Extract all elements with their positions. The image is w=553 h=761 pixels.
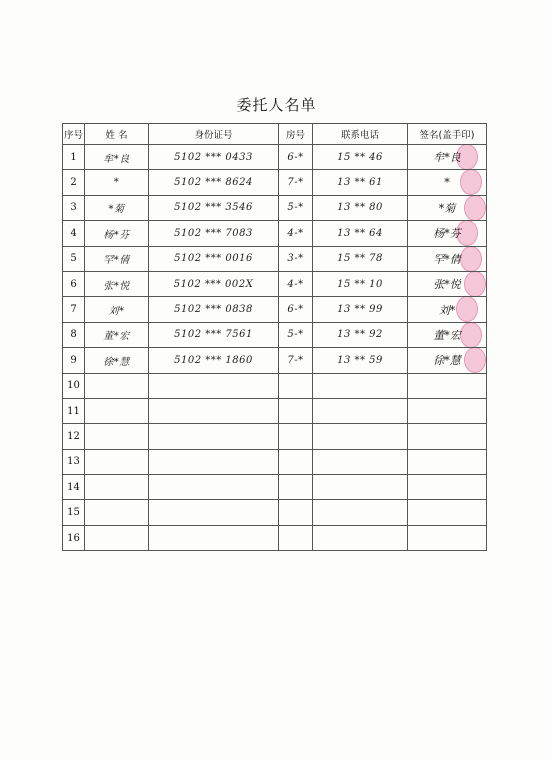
- cell-name: [85, 500, 149, 525]
- cell-room: 4-*: [279, 271, 313, 296]
- cell-room: [279, 475, 313, 500]
- cell-id-number: 5102 *** 0838: [149, 297, 279, 322]
- cell-phone: [313, 525, 408, 550]
- cell-room: [279, 500, 313, 525]
- cell-signature: [408, 525, 487, 550]
- cell-signature: [408, 170, 487, 195]
- cell-phone: 15 ** 10: [313, 271, 408, 296]
- cell-signature: [408, 348, 487, 373]
- table-row: [63, 398, 487, 423]
- cell-name: *: [85, 170, 149, 195]
- table-row: [63, 373, 487, 398]
- cell-id-number: 5102 *** 7561: [149, 322, 279, 347]
- cell-room: [279, 449, 313, 474]
- table-row: [63, 246, 487, 271]
- cell-phone: [313, 373, 408, 398]
- cell-phone: 13 ** 99: [313, 297, 408, 322]
- cell-signature: [408, 475, 487, 500]
- cell-index: 11: [63, 398, 85, 423]
- cell-room: [279, 373, 313, 398]
- cell-room: [279, 398, 313, 423]
- cell-name: [85, 525, 149, 550]
- cell-id-number: 5102 *** 002X: [149, 271, 279, 296]
- cell-index: 12: [63, 424, 85, 449]
- cell-id-number: [149, 424, 279, 449]
- cell-signature: [408, 322, 487, 347]
- cell-signature: [408, 195, 487, 220]
- cell-room: 6-*: [279, 297, 313, 322]
- cell-id-number: [149, 398, 279, 423]
- cell-id-number: 5102 *** 3546: [149, 195, 279, 220]
- cell-name: [85, 373, 149, 398]
- cell-index: 15: [63, 500, 85, 525]
- cell-name: 刘*: [85, 297, 149, 322]
- cell-room: 3-*: [279, 246, 313, 271]
- cell-index: 1: [63, 145, 85, 170]
- fingerprint-mark: [456, 297, 478, 322]
- table-row: [63, 195, 487, 220]
- signature-text: 刘*: [438, 303, 456, 317]
- table-row: [63, 145, 487, 170]
- cell-phone: [313, 398, 408, 423]
- cell-index: 4: [63, 221, 85, 246]
- cell-name: 徐*慧: [85, 348, 149, 373]
- cell-index: 14: [63, 475, 85, 500]
- fingerprint-mark: [464, 348, 486, 373]
- cell-index: 13: [63, 449, 85, 474]
- cell-phone: 13 ** 92: [313, 322, 408, 347]
- page-title: 委托人名单: [236, 96, 317, 114]
- fingerprint-mark: [460, 170, 482, 195]
- cell-index: 10: [63, 373, 85, 398]
- cell-index: 2: [63, 170, 85, 195]
- cell-index: 3: [63, 195, 85, 220]
- cell-room: 7-*: [279, 170, 313, 195]
- table-row: [63, 348, 487, 373]
- cell-signature: [408, 373, 487, 398]
- fingerprint-mark: [464, 195, 486, 220]
- cell-index: 5: [63, 246, 85, 271]
- header-phone: 联系电话: [313, 124, 408, 145]
- cell-phone: 15 ** 46: [313, 145, 408, 170]
- signature-text: *: [444, 176, 450, 190]
- header-row: [63, 124, 487, 145]
- cell-index: 7: [63, 297, 85, 322]
- signature-text: 徐*慧: [433, 354, 461, 368]
- table-row: [63, 297, 487, 322]
- cell-id-number: 5102 *** 0016: [149, 246, 279, 271]
- cell-room: 5-*: [279, 322, 313, 347]
- cell-name: [85, 449, 149, 474]
- cell-room: [279, 424, 313, 449]
- cell-id-number: 5102 *** 1860: [149, 348, 279, 373]
- cell-signature: [408, 271, 487, 296]
- cell-phone: [313, 424, 408, 449]
- cell-index: 9: [63, 348, 85, 373]
- cell-name: *菊: [85, 195, 149, 220]
- table-row: [63, 525, 487, 550]
- signature-text: 牟*良: [433, 151, 461, 165]
- cell-name: 罕*倩: [85, 246, 149, 271]
- fingerprint-mark: [460, 322, 482, 347]
- cell-signature: [408, 145, 487, 170]
- cell-id-number: [149, 449, 279, 474]
- table-row: [63, 322, 487, 347]
- header-index: 序号: [63, 124, 85, 145]
- cell-signature: [408, 424, 487, 449]
- cell-id-number: [149, 373, 279, 398]
- cell-name: [85, 475, 149, 500]
- cell-signature: [408, 449, 487, 474]
- signature-text: *菊: [438, 201, 456, 215]
- cell-name: 杨*芬: [85, 221, 149, 246]
- header-name: 姓 名: [85, 124, 149, 145]
- fingerprint-mark: [460, 246, 482, 271]
- signature-text: 罕*倩: [433, 252, 461, 266]
- cell-signature: [408, 221, 487, 246]
- cell-room: 5-*: [279, 195, 313, 220]
- cell-id-number: 5102 *** 0433: [149, 145, 279, 170]
- cell-name: [85, 424, 149, 449]
- cell-phone: 13 ** 64: [313, 221, 408, 246]
- cell-name: 张*悦: [85, 271, 149, 296]
- table-row: [63, 170, 487, 195]
- cell-phone: [313, 500, 408, 525]
- cell-room: 4-*: [279, 221, 313, 246]
- cell-signature: [408, 398, 487, 423]
- cell-id-number: [149, 500, 279, 525]
- cell-phone: 13 ** 59: [313, 348, 408, 373]
- header-id-number: 身份证号: [149, 124, 279, 145]
- cell-index: 8: [63, 322, 85, 347]
- table-row: [63, 449, 487, 474]
- signature-text: 董*宏: [433, 328, 461, 342]
- cell-room: 7-*: [279, 348, 313, 373]
- cell-id-number: [149, 525, 279, 550]
- cell-id-number: [149, 475, 279, 500]
- header-room: 房号: [279, 124, 313, 145]
- table-row: [63, 424, 487, 449]
- header-signature: 签名(盖手印): [408, 124, 487, 145]
- table-row: [63, 221, 487, 246]
- client-roster-table: [62, 123, 487, 551]
- cell-phone: 15 ** 78: [313, 246, 408, 271]
- roster-body: [63, 145, 487, 551]
- cell-name: 牟*良: [85, 145, 149, 170]
- cell-index: 16: [63, 525, 85, 550]
- cell-signature: [408, 297, 487, 322]
- cell-phone: [313, 449, 408, 474]
- fingerprint-mark: [464, 271, 486, 296]
- cell-index: 6: [63, 271, 85, 296]
- table-row: [63, 500, 487, 525]
- cell-phone: [313, 475, 408, 500]
- cell-signature: [408, 500, 487, 525]
- cell-name: [85, 398, 149, 423]
- cell-phone: 13 ** 61: [313, 170, 408, 195]
- cell-name: 董*宏: [85, 322, 149, 347]
- table-row: [63, 271, 487, 296]
- cell-signature: [408, 246, 487, 271]
- cell-id-number: 5102 *** 7083: [149, 221, 279, 246]
- cell-room: 6-*: [279, 145, 313, 170]
- cell-id-number: 5102 *** 8624: [149, 170, 279, 195]
- cell-room: [279, 525, 313, 550]
- signature-text: 张*悦: [433, 278, 461, 292]
- signature-text: 杨*芬: [433, 227, 461, 241]
- cell-phone: 13 ** 80: [313, 195, 408, 220]
- table-row: [63, 475, 487, 500]
